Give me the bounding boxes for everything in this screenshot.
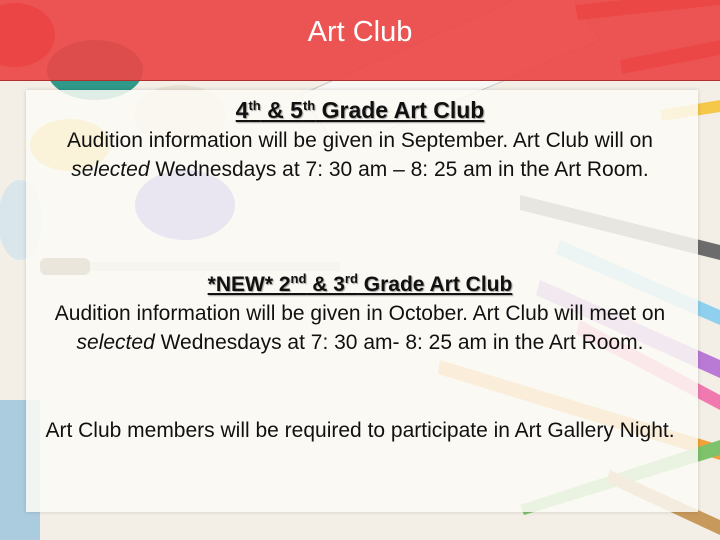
section-gallery-night (0, 416, 720, 445)
section-heading: 4th & 5th Grade Art Club (235, 97, 485, 123)
slide-title: Art Club (307, 16, 413, 48)
section-4th-5th-grade (0, 94, 720, 184)
section-body: Audition information will be given in October. Art Club will meet on selected Wednesdays at 7: 30 am- 8: 25 am in the Art Room. (54, 302, 666, 354)
section-body: Art Club members will be required to participate in Art Gallery Night. (45, 419, 675, 442)
title-banner (0, 0, 720, 81)
section-body: Audition information will be given in September. Art Club will on selected Wednesdays at 7: 30 am – 8: 25 am in the Art Room. (67, 129, 653, 181)
section-2nd-3rd-grade (0, 270, 720, 357)
section-heading: *NEW* 2nd & 3rd Grade Art Club (207, 271, 513, 296)
